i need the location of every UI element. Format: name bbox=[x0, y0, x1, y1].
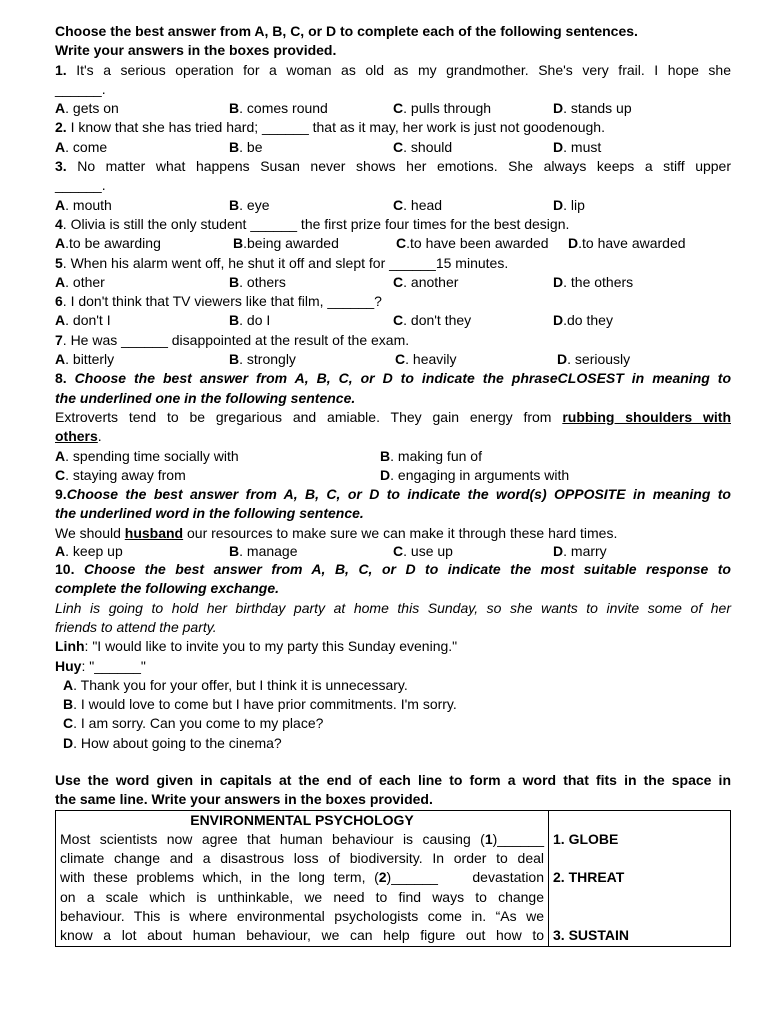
question-number: 10. bbox=[55, 561, 75, 578]
question-1-cont: ______. bbox=[55, 80, 106, 97]
option-d[interactable]: D. stands up bbox=[553, 100, 632, 117]
option-d[interactable]: D.do they bbox=[553, 312, 613, 329]
passage-line-6: know a lot about human behaviour, we can help figure out how to bbox=[60, 927, 544, 944]
question-instruction: Choose the best answer from A, B, C, or D to indicate the word(s) OPPOSITE in meaning to bbox=[66, 486, 731, 503]
option-a[interactable]: A. keep up bbox=[55, 543, 123, 560]
option-d[interactable]: D. the others bbox=[553, 273, 634, 290]
option-a[interactable]: A. come bbox=[55, 138, 108, 155]
question-10-instruction bbox=[55, 560, 731, 579]
option-c[interactable]: C. don't they bbox=[393, 312, 472, 329]
instructions-line-1: Choose the best answer from A, B, C, or D to complete each of the following sentences. bbox=[55, 23, 638, 39]
option-b[interactable]: B. be bbox=[229, 138, 263, 155]
option-b[interactable]: B. others bbox=[229, 273, 286, 290]
keyword-globe: 1. GLOBE bbox=[553, 830, 619, 847]
option-d[interactable]: D. must bbox=[553, 138, 602, 155]
option-a[interactable]: A. don't I bbox=[55, 312, 111, 329]
option-c[interactable]: C.to have been awarded bbox=[396, 235, 549, 252]
question-text: . When his alarm went off, he shut it off and slept for ______15 minutes. bbox=[62, 254, 509, 271]
option-b[interactable]: B. strongly bbox=[229, 351, 296, 368]
question-3 bbox=[55, 157, 731, 176]
option-c[interactable]: C. another bbox=[393, 273, 459, 290]
question-5 bbox=[55, 254, 731, 273]
option-b[interactable]: B.being awarded bbox=[233, 235, 339, 252]
passage-cell bbox=[56, 810, 549, 946]
question-text: No matter what happens Susan never shows her emotions. She always keeps a stiff upper bbox=[66, 158, 731, 175]
passage-line-3: with these problems which, in the long term, (2)______ devastation bbox=[60, 869, 545, 886]
option-a[interactable]: A.to be awarding bbox=[55, 235, 161, 252]
question-6 bbox=[55, 292, 731, 311]
question-8-instruction-cont: the underlined one in the following sentence. bbox=[55, 389, 356, 406]
option-b[interactable]: B. making fun of bbox=[380, 447, 482, 464]
option-a[interactable]: A. other bbox=[55, 273, 105, 290]
question-number: 2. bbox=[55, 119, 67, 136]
option-a[interactable]: A. spending time socially with bbox=[55, 447, 239, 464]
option-d[interactable]: D. marry bbox=[553, 543, 607, 560]
question-number: 6 bbox=[55, 293, 63, 310]
underlined-phrase-end: others bbox=[55, 428, 98, 445]
question-10-context-cont: friends to attend the party. bbox=[55, 618, 217, 635]
question-text: . I don't think that TV viewers like that film, ______? bbox=[62, 293, 382, 310]
option-d[interactable]: D. engaging in arguments with bbox=[380, 466, 570, 483]
question-9-instruction-cont: the underlined word in the following sentence. bbox=[55, 505, 364, 522]
option-b[interactable]: B. I would love to come but I have prior commitments. I'm sorry. bbox=[63, 696, 457, 713]
options-q2 bbox=[55, 138, 731, 157]
speaker-linh: Linh bbox=[55, 638, 85, 655]
options-q8-row1 bbox=[55, 447, 731, 466]
option-d[interactable]: D. lip bbox=[553, 196, 585, 213]
keyword-cell bbox=[549, 810, 731, 946]
question-instruction: Choose the best answer from A, B, C, or D to indicate the phraseCLOSEST in meaning to bbox=[66, 370, 731, 387]
question-8-sentence: Extroverts tend to be gregarious and amiable. They gain energy from rubbing shoulders with bbox=[55, 408, 731, 425]
question-number: 9. bbox=[55, 486, 67, 503]
question-8-instruction bbox=[55, 369, 731, 388]
question-number: 8. bbox=[55, 370, 67, 387]
options-q8-row2 bbox=[55, 466, 731, 485]
question-4 bbox=[55, 215, 731, 234]
word-form-table bbox=[55, 810, 731, 947]
options-q6 bbox=[55, 311, 731, 330]
options-q3 bbox=[55, 196, 731, 215]
worksheet bbox=[55, 22, 731, 947]
option-a[interactable]: A. gets on bbox=[55, 100, 119, 117]
question-number: 3. bbox=[55, 158, 67, 175]
question-instruction: Choose the best answer from A, B, C, or D to indicate the most suitable response to bbox=[74, 561, 731, 578]
underlined-phrase: rubbing shoulders with bbox=[562, 408, 731, 425]
passage-line-5: behaviour. This is where environmental psychologists come in. “As we bbox=[60, 908, 544, 925]
option-a[interactable]: A. mouth bbox=[55, 196, 112, 213]
dialogue-linh: Linh: "I would like to invite you to my party this Sunday evening." bbox=[55, 638, 458, 655]
options-q4 bbox=[55, 234, 731, 253]
instructions-line-2: Write your answers in the boxes provided. bbox=[55, 42, 337, 59]
option-a[interactable]: A. bitterly bbox=[55, 351, 115, 368]
options-q9 bbox=[55, 543, 731, 560]
question-number: 5 bbox=[55, 254, 63, 271]
option-c[interactable]: C. pulls through bbox=[393, 100, 492, 117]
option-b[interactable]: B. manage bbox=[229, 543, 298, 560]
option-d[interactable]: D. How about going to the cinema? bbox=[63, 734, 282, 751]
question-2 bbox=[55, 118, 731, 137]
question-7 bbox=[55, 331, 731, 350]
options-q7 bbox=[55, 350, 731, 369]
underlined-word: husband bbox=[124, 524, 184, 541]
passage-line-4: on a scale which is unthinkable, we need to find ways to change bbox=[60, 888, 544, 905]
spacer bbox=[55, 753, 731, 771]
question-text: . Olivia is still the only student ______ the first prize four times for the best design. bbox=[62, 215, 570, 232]
passage-title: ENVIRONMENTAL PSYCHOLOGY bbox=[190, 811, 414, 828]
keyword-threat: 2. THREAT bbox=[553, 868, 625, 885]
question-9-instruction bbox=[55, 485, 731, 504]
question-text: It's a serious operation for a woman as old as my grandmother. She's very frail. I hope she bbox=[66, 61, 731, 78]
question-1 bbox=[55, 61, 731, 80]
options-q5 bbox=[55, 273, 731, 292]
keyword-sustain: 3. SUSTAIN bbox=[553, 926, 629, 943]
question-text: . He was ______ disappointed at the result of the exam. bbox=[62, 331, 410, 348]
passage-line-1: Most scientists now agree that human behaviour is causing (1)______ bbox=[60, 830, 544, 847]
question-10-context: Linh is going to hold her birthday party at home this Sunday, so she wants to invite some of her bbox=[55, 599, 731, 616]
option-d[interactable]: D.to have awarded bbox=[568, 235, 686, 252]
question-number: 4 bbox=[55, 215, 63, 232]
option-c[interactable]: C. staying away from bbox=[55, 466, 186, 483]
options-q1 bbox=[55, 99, 731, 118]
question-9-sentence: We should husband our resources to make sure we can make it through these hard times. bbox=[55, 524, 618, 541]
option-c[interactable]: C. heavily bbox=[395, 351, 457, 368]
option-c[interactable]: C. should bbox=[393, 138, 453, 155]
speaker-huy: Huy bbox=[55, 657, 82, 674]
option-b[interactable]: B. comes round bbox=[229, 100, 328, 117]
option-b[interactable]: B. do I bbox=[229, 312, 271, 329]
question-number: 7 bbox=[55, 331, 63, 348]
word-form-instruction-cont: the same line. Write your answers in the boxes provided. bbox=[55, 791, 433, 808]
question-8-sentence-cont: others. bbox=[55, 428, 102, 445]
option-c[interactable]: C. use up bbox=[393, 543, 453, 560]
option-b[interactable]: B. eye bbox=[229, 196, 270, 213]
question-text: I know that she has tried hard; ______ that as it may, her work is just not goodenough. bbox=[66, 119, 605, 136]
option-c[interactable]: C. I am sorry. Can you come to my place? bbox=[63, 715, 324, 732]
option-c[interactable]: C. head bbox=[393, 196, 443, 213]
question-3-cont: ______. bbox=[55, 177, 106, 194]
word-form-instruction: Use the word given in capitals at the end of each line to form a word that fits in the space in bbox=[55, 771, 731, 788]
question-10-instruction-cont: complete the following exchange. bbox=[55, 580, 280, 597]
passage-line-2: climate change and a disastrous loss of biodiversity. In order to deal bbox=[60, 850, 544, 867]
question-number: 1. bbox=[55, 61, 67, 78]
option-a[interactable]: A. Thank you for your offer, but I think it is unnecessary. bbox=[63, 676, 408, 693]
option-d[interactable]: D. seriously bbox=[557, 351, 631, 368]
dialogue-huy: Huy: "______" bbox=[55, 657, 146, 674]
